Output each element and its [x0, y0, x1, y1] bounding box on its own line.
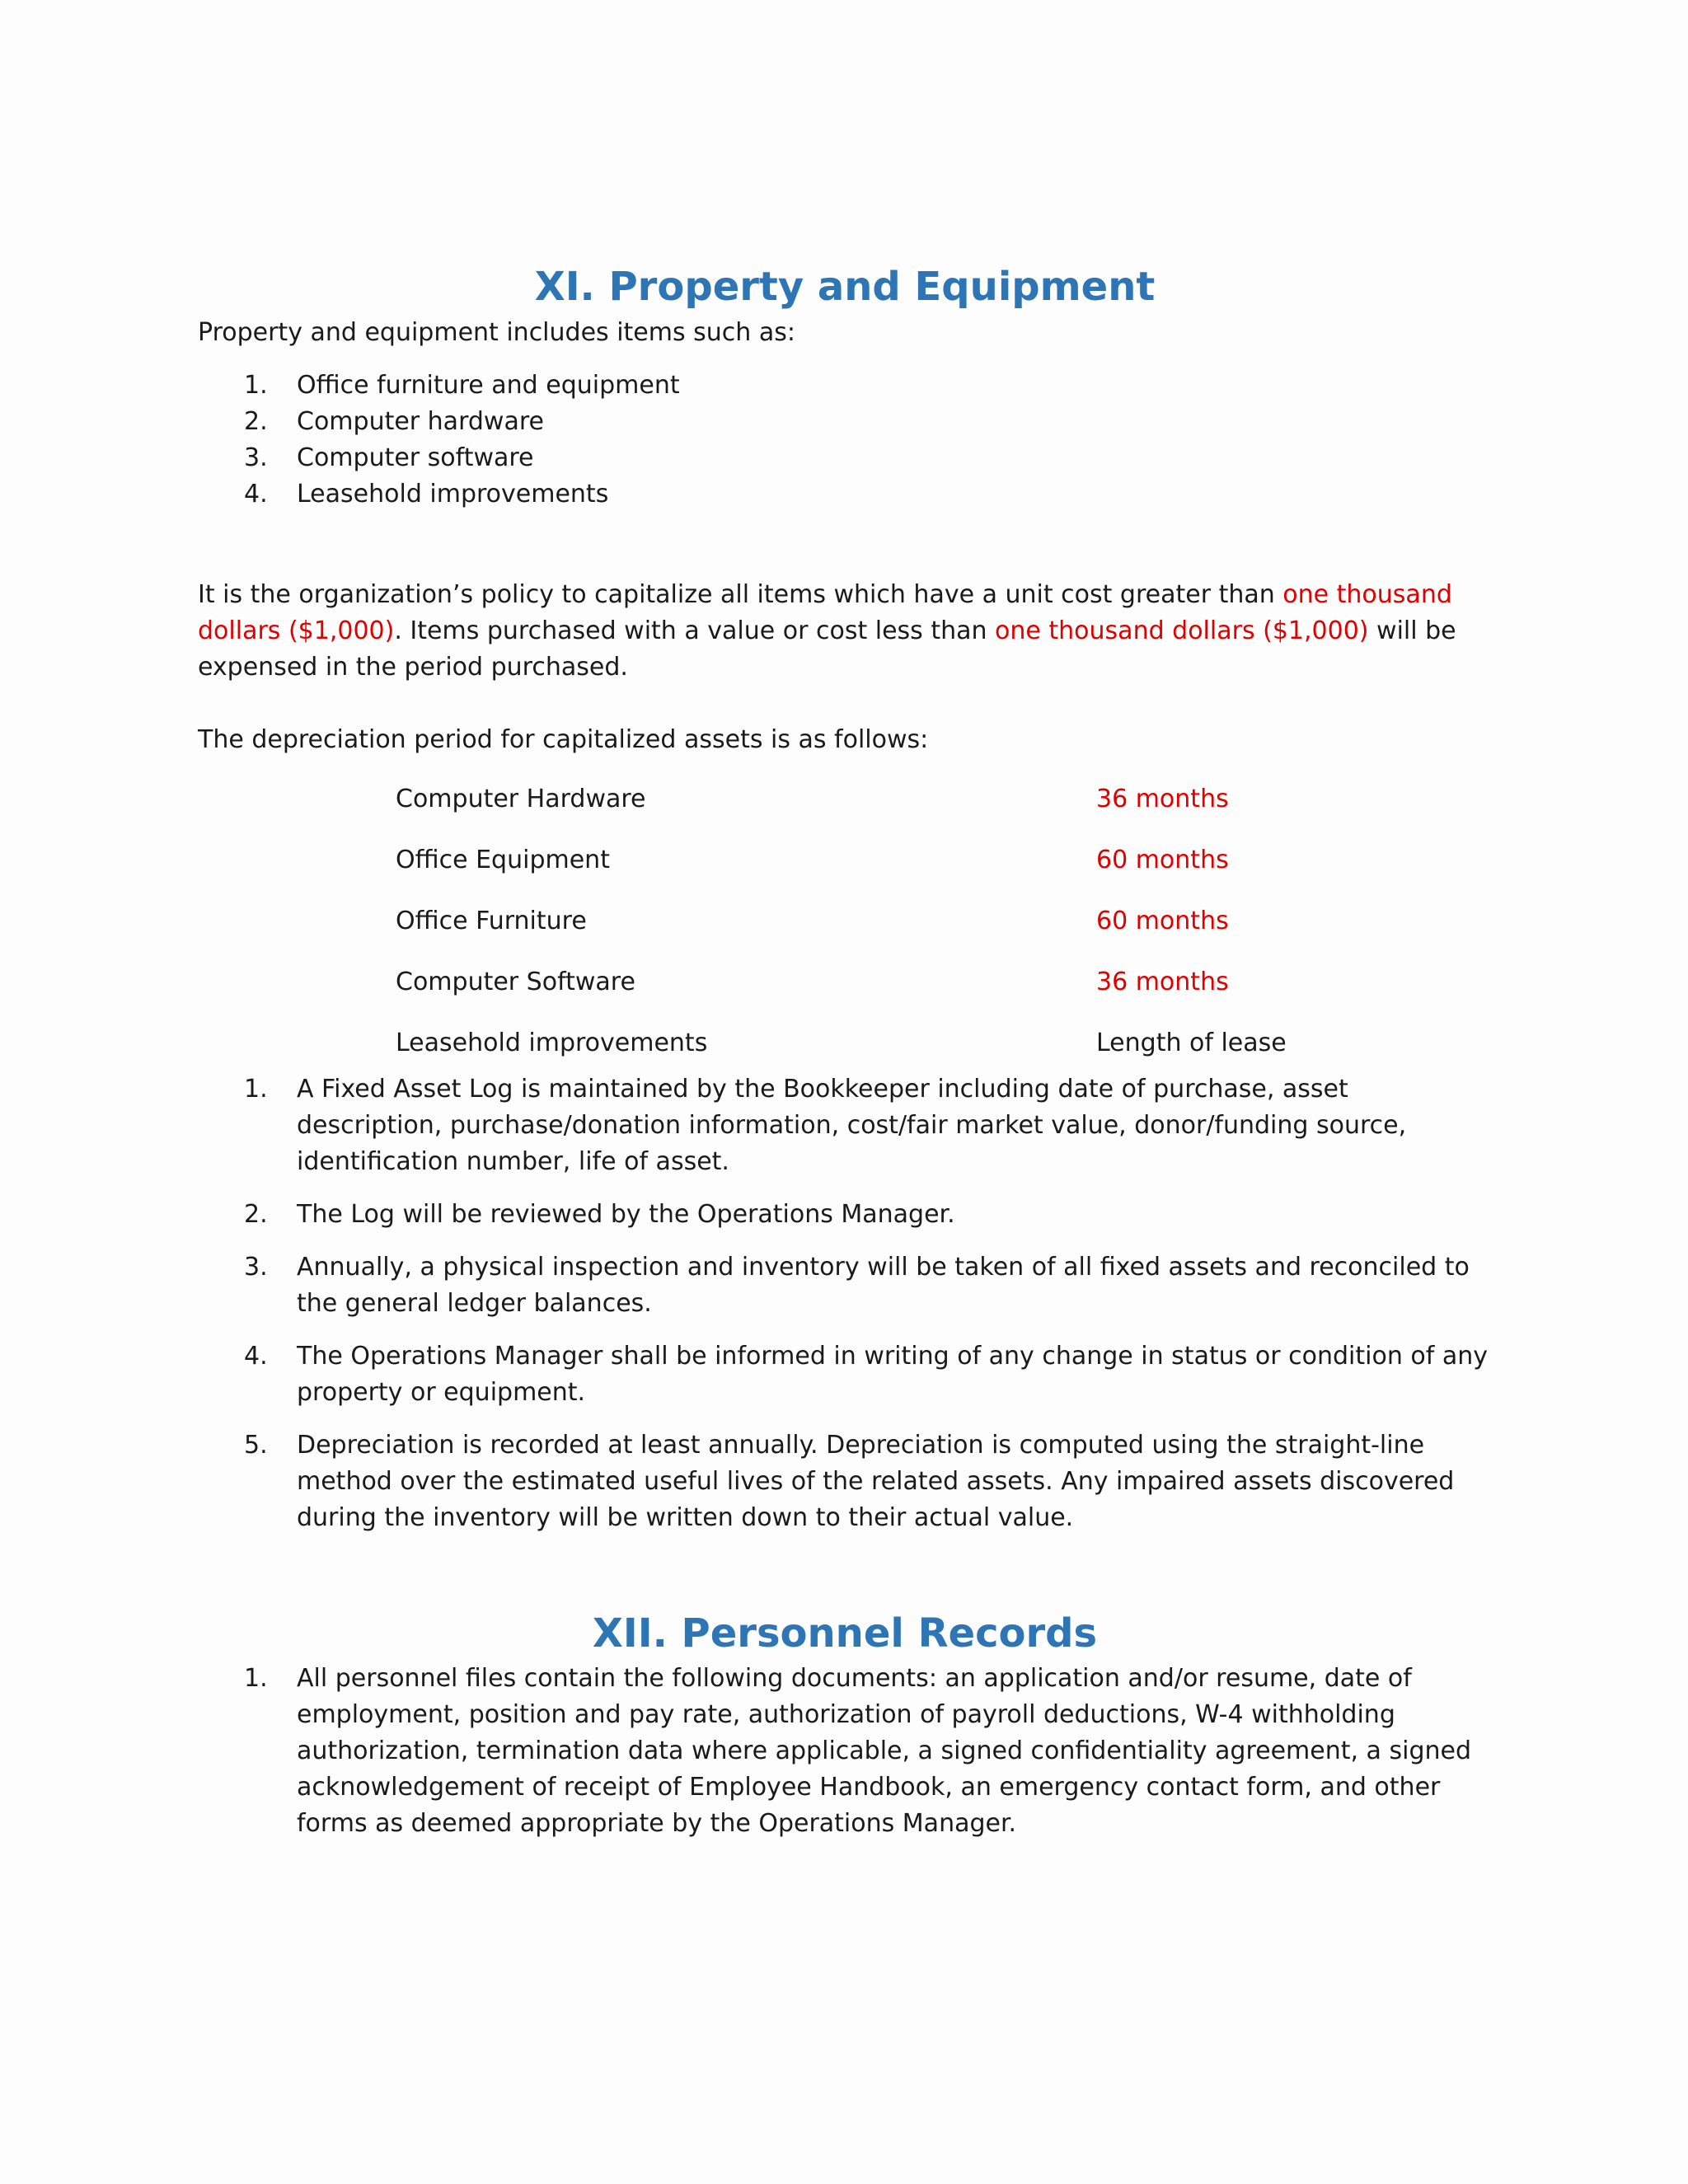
depreciation-intro: The depreciation period for capitalized assets is as follows: [198, 724, 929, 754]
asset-name: Office Furniture [396, 906, 587, 935]
section-title-personnel-records: XII. Personnel Records [592, 1610, 1098, 1657]
asset-period: Length of lease [1096, 1028, 1287, 1057]
list-item: 4. Leasehold improvements [244, 479, 609, 509]
list-item: 3. Annually, a physical inspection and inventory will be taken of all fixed assets and reconciled to the general ledger balances. [244, 1252, 1470, 1318]
list-item: 2. The Log will be reviewed by the Operations Manager. [244, 1199, 955, 1229]
asset-period: 60 months [1096, 906, 1229, 935]
table-row [396, 903, 1327, 940]
list-item: 5. Depreciation is recorded at least annually. Depreciation is computed using the straight-line method over the estimated useful lives of the related assets. Any impaired assets discovered during the inventory will be written down to their actual value. [244, 1430, 1455, 1532]
table-row [396, 1025, 1327, 1062]
asset-name: Computer Hardware [396, 784, 646, 813]
list-item: 1. A Fixed Asset Log is maintained by the Bookkeeper including date of purchase, asset description, purchase/donation information, cost/fair market value, donor/funding source, identification number, life of asset. [244, 1074, 1407, 1176]
fixed-asset-procedures-list [198, 1071, 1492, 1536]
capitalization-policy: It is the organization’s policy to capitalize all items which have a unit cost greater than one thousand dollars ($1,000). Items purchased with a value or cost less than one thousand dollars ($1,000) will be expensed in the period purchased. [198, 579, 1456, 682]
amount-highlight: one thousand dollars ($1,000) [198, 579, 1452, 645]
list-item: 3. Computer software [244, 443, 534, 472]
table-row [396, 842, 1327, 879]
list-item: 1. Office furniture and equipment [244, 370, 680, 400]
list-item: 1. All personnel files contain the following documents: an application and/or resume, date of employment, position and pay rate, authorization of payroll deductions, W-4 withholding authorization, termination data where applicable, a signed confidentiality agreement, a signed acknowledgement of receipt of Employee Handbook, an emergency contact form, and other forms as deemed appropriate by the Operations Manager. [244, 1664, 1471, 1839]
asset-period: 60 months [1096, 845, 1229, 874]
asset-period: 36 months [1096, 967, 1229, 996]
table-row [396, 964, 1327, 1001]
asset-name: Leasehold improvements [396, 1028, 708, 1057]
personnel-records-list [198, 1661, 1492, 1842]
section-title-property-equipment: XI. Property and Equipment [534, 264, 1156, 310]
list-item: 2. Computer hardware [244, 406, 544, 436]
property-items-list [198, 368, 1492, 513]
table-row [396, 781, 1327, 818]
section-intro: Property and equipment includes items such as: [198, 317, 795, 347]
asset-period: 36 months [1096, 784, 1229, 813]
amount-highlight: one thousand dollars ($1,000) [995, 616, 1369, 645]
asset-name: Office Equipment [396, 845, 610, 874]
document-page [198, 264, 1492, 1842]
list-item: 4. The Operations Manager shall be informed in writing of any change in status or condition of any property or equipment. [244, 1341, 1488, 1407]
depreciation-table [396, 781, 1327, 1062]
asset-name: Computer Software [396, 967, 635, 996]
